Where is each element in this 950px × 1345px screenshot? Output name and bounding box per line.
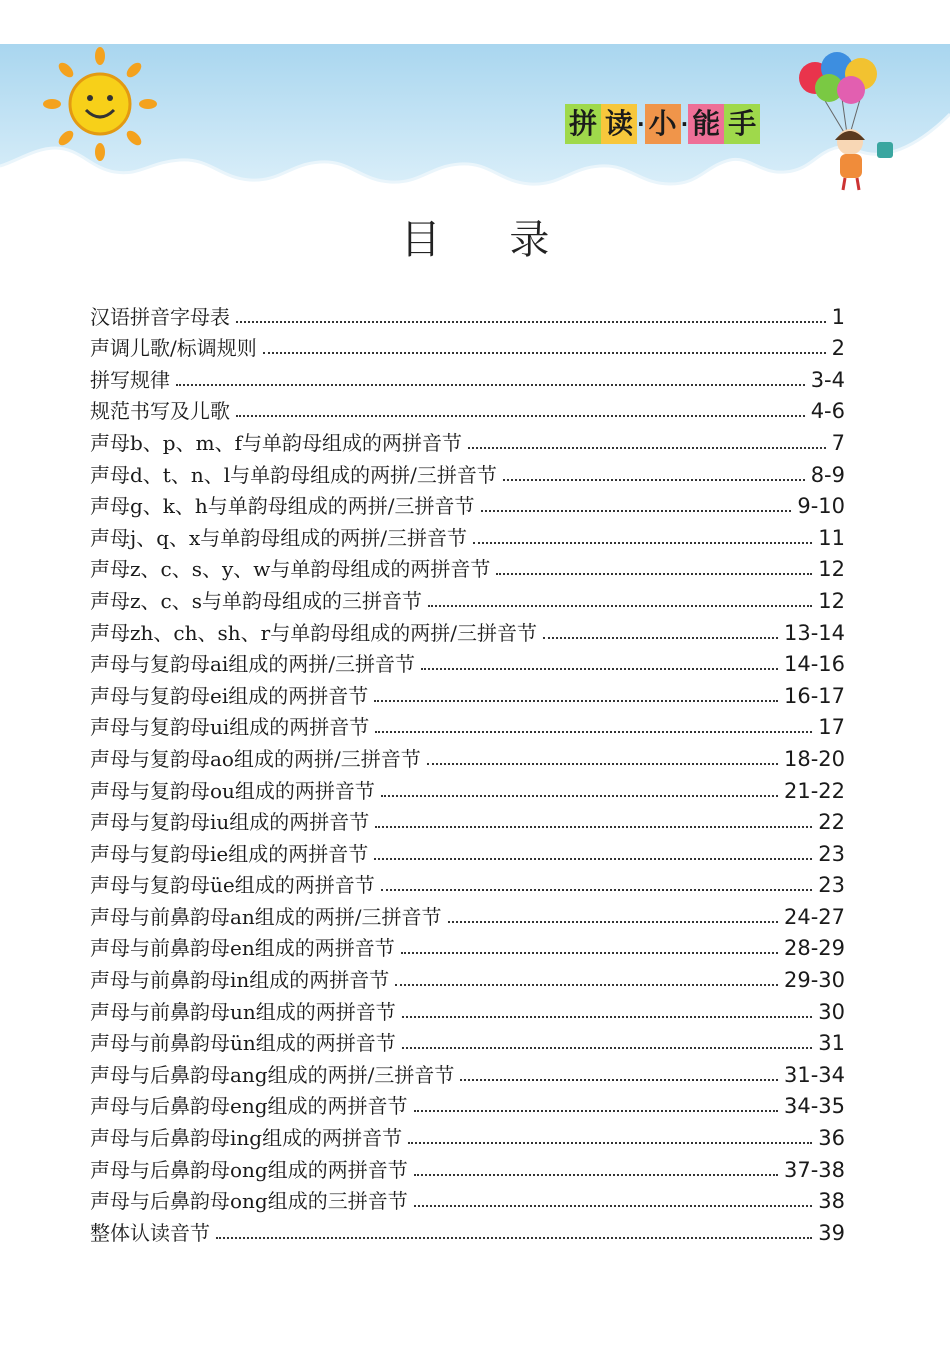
dot-leader [468,447,826,449]
toc-entry-title: 声调儿歌/标调规则 [90,336,257,361]
toc-entry-title: 声母j、q、x与单韵母组成的两拼/三拼音节 [90,525,468,550]
dot-leader [216,1237,812,1239]
dot-leader [414,1205,813,1207]
dot-leader [381,889,813,891]
toc-entry-page: 4-6 [810,399,845,424]
dot-leader [421,668,778,670]
toc-entry [90,772,845,804]
girl-with-balloons-icon [795,44,915,194]
toc-entry [90,519,845,551]
toc-entry-page: 16-17 [783,683,845,708]
toc-entry [90,582,845,614]
toc-entry [90,709,845,741]
toc-entry-page: 2 [831,336,845,361]
dot-leader [503,479,805,481]
toc-entry [90,1088,845,1120]
toc-entry [90,677,845,709]
toc-entry-page: 21-22 [783,778,845,803]
toc-entry-title: 声母与后鼻韵母ong组成的三拼音节 [90,1189,408,1214]
toc-entry [90,330,845,362]
dot-leader [375,731,812,733]
dot-leader [263,352,826,354]
toc-entry-title: 声母与前鼻韵母un组成的两拼音节 [90,999,396,1024]
series-badge [565,104,760,144]
dot-leader [402,1016,813,1018]
toc-entry-title: 声母与复韵母ei组成的两拼音节 [90,683,369,708]
toc-entry-page: 34-35 [783,1094,845,1119]
toc-entry-page: 12 [818,588,845,613]
dot-leader [402,1047,813,1049]
toc-entry [90,456,845,488]
toc-entry-title: 声母与前鼻韵母en组成的两拼音节 [90,936,395,961]
dot-leader [381,795,778,797]
toc-entry-page: 29-30 [783,968,845,993]
toc-entry [90,1183,845,1215]
toc-entry-page: 28-29 [783,936,845,961]
toc-entry-title: 声母z、c、s、y、w与单韵母组成的两拼音节 [90,557,491,582]
badge-char: 拼 [565,104,601,144]
toc-entry-page: 12 [818,557,845,582]
toc-entry-title: 声母g、k、h与单韵母组成的两拼/三拼音节 [90,494,475,519]
toc-entry-page: 7 [831,430,845,455]
dot-leader [460,1079,778,1081]
dot-leader [374,700,778,702]
toc-entry [90,1056,845,1088]
dot-leader [473,542,812,544]
toc-entry [90,867,845,899]
toc-entry [90,298,845,330]
toc-entry-page: 11 [818,525,845,550]
toc-entry [90,614,845,646]
badge-char: 手 [724,104,760,144]
toc-entry-title: 声母zh、ch、sh、r与单韵母组成的两拼/三拼音节 [90,620,537,645]
toc-entry-page: 36 [818,1126,845,1151]
toc-entry-page: 30 [818,999,845,1024]
toc-entry-title: 声母与复韵母ie组成的两拼音节 [90,841,369,866]
toc-entry-title: 声母与后鼻韵母ing组成的两拼音节 [90,1126,403,1151]
toc-entry-page: 39 [818,1220,845,1245]
toc-entry-title: 拼写规律 [90,367,170,392]
toc-entry-title: 声母z、c、s与单韵母组成的三拼音节 [90,588,423,613]
toc-entry-title: 声母与后鼻韵母ang组成的两拼/三拼音节 [90,1062,455,1087]
toc-entry-title: 声母与复韵母ao组成的两拼/三拼音节 [90,746,421,771]
toc-entry [90,804,845,836]
toc-entry [90,1151,845,1183]
toc-entry-page: 3-4 [810,367,845,392]
toc-entry [90,835,845,867]
dot-leader [395,984,778,986]
toc-entry-page: 17 [818,715,845,740]
toc-entry-page: 22 [818,810,845,835]
toc-entry [90,930,845,962]
toc-entry [90,898,845,930]
toc-entry [90,1214,845,1246]
toc-entry-page: 23 [818,873,845,898]
toc-entry-title: 声母与复韵母ui组成的两拼音节 [90,715,370,740]
toc-entry [90,993,845,1025]
dot-leader [496,573,812,575]
toc-entry-page: 13-14 [783,620,845,645]
toc-entry-title: 声母与复韵母iu组成的两拼音节 [90,810,370,835]
dot-leader [236,415,805,417]
badge-char: 读 [601,104,637,144]
dot-leader [427,763,778,765]
toc-entry [90,740,845,772]
toc-entry-page: 37-38 [783,1157,845,1182]
toc-entry-page: 9-10 [797,494,845,519]
header-banner [0,44,950,194]
dot-leader [414,1110,778,1112]
dot-leader [374,858,812,860]
badge-dot: · [680,112,689,136]
toc-entry-page: 8-9 [810,462,845,487]
toc-entry [90,551,845,583]
dot-leader [448,921,778,923]
badge-dot: · [637,112,645,136]
badge-char: 能 [688,104,724,144]
toc-entry-page: 38 [818,1189,845,1214]
toc-entry-title: 声母与前鼻韵母an组成的两拼/三拼音节 [90,904,442,929]
toc-entry-page: 31-34 [783,1062,845,1087]
dot-leader [236,321,826,323]
toc-entry [90,961,845,993]
dot-leader [408,1142,812,1144]
dot-leader [401,952,778,954]
toc-entry-title: 声母与复韵母üe组成的两拼音节 [90,873,375,898]
badge-char: 小 [645,104,681,144]
toc-entry [90,1025,845,1057]
toc-entry-title: 声母d、t、n、l与单韵母组成的两拼/三拼音节 [90,462,497,487]
toc-entry-title: 声母与后鼻韵母eng组成的两拼音节 [90,1094,408,1119]
toc-entry [90,646,845,678]
toc-entry-page: 24-27 [783,904,845,929]
toc-entry-title: 声母与前鼻韵母in组成的两拼音节 [90,968,390,993]
toc-entry [90,424,845,456]
toc-entry-page: 23 [818,841,845,866]
dot-leader [543,637,778,639]
toc-entry-title: 声母与前鼻韵母ün组成的两拼音节 [90,1031,396,1056]
toc-entry [90,1119,845,1151]
dot-leader [481,510,792,512]
toc-entry-title: 声母与复韵母ou组成的两拼音节 [90,778,375,803]
toc-entry-page: 1 [831,304,845,329]
toc-entry-title: 声母b、p、m、f与单韵母组成的两拼音节 [90,430,462,455]
toc-entry-page: 14-16 [783,652,845,677]
dot-leader [414,1174,778,1176]
toc-entry-title: 声母与复韵母ai组成的两拼/三拼音节 [90,652,416,677]
toc-entry [90,488,845,520]
toc-entry-page: 31 [818,1031,845,1056]
toc-entry-title: 规范书写及儿歌 [90,399,230,424]
toc-entry-title: 汉语拼音字母表 [90,304,230,329]
toc-entry-page: 18-20 [783,746,845,771]
toc-entry-title: 整体认读音节 [90,1220,210,1245]
dot-leader [428,605,812,607]
page-title: 目 录 [400,217,578,263]
dot-leader [375,826,812,828]
toc-entry-title: 声母与后鼻韵母ong组成的两拼音节 [90,1157,408,1182]
toc-entry [90,361,845,393]
sun-icon [40,44,160,164]
dot-leader [176,384,805,386]
toc-entry [90,393,845,425]
table-of-contents [90,298,845,1246]
